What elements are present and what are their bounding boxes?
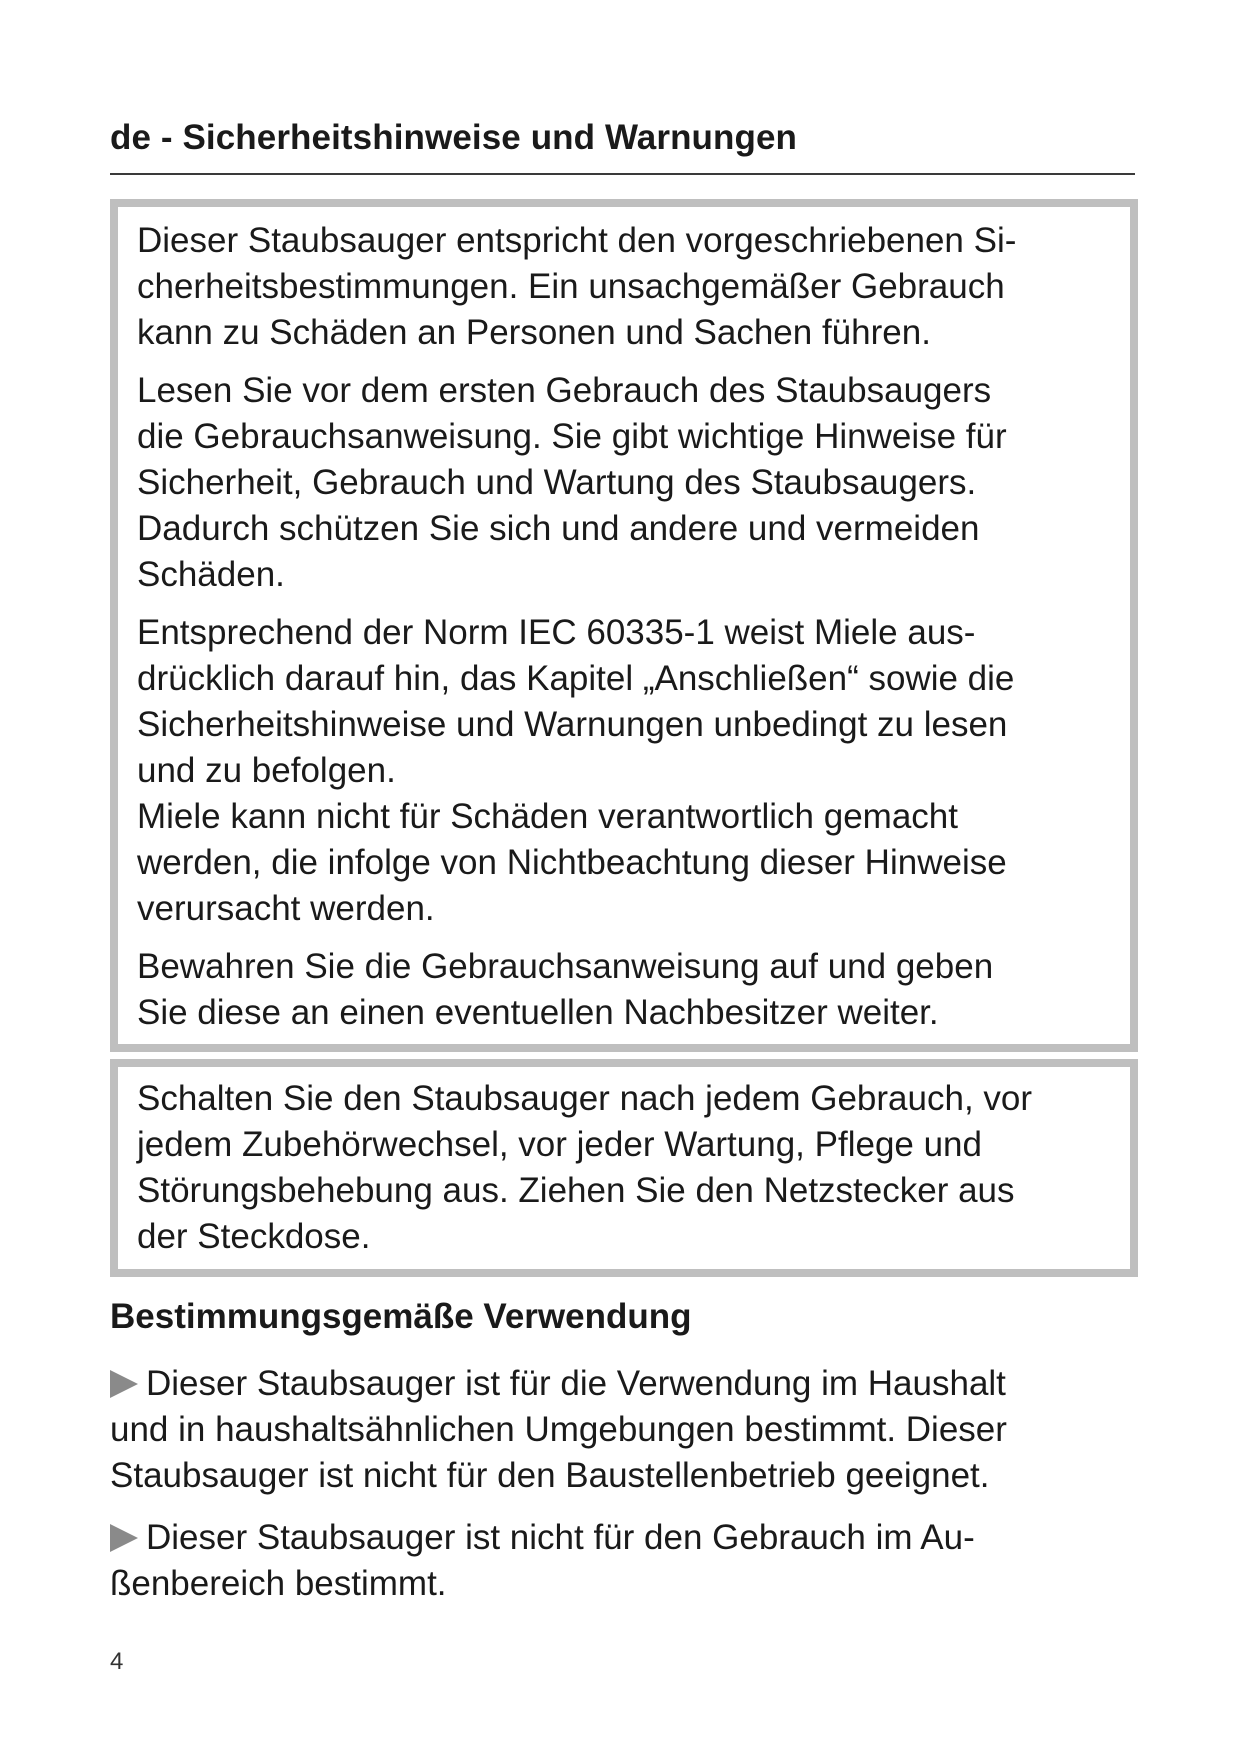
text-line: ßenbereich bestimmt. (110, 1564, 447, 1603)
text-line: Sicherheit, Gebrauch und Wartung des Staubsaugers. (137, 463, 977, 502)
bullet-item (110, 1515, 1135, 1607)
text-line: Schäden. (137, 555, 285, 594)
text-line: verursacht werden. (137, 889, 435, 928)
text-line: Schalten Sie den Staubsauger nach jedem Gebrauch, vor (137, 1079, 1033, 1118)
text-line: Entsprechend der Norm IEC 60335-1 weist Miele aus- (137, 613, 976, 652)
text-line: Störungsbehebung aus. Ziehen Sie den Netzstecker aus (137, 1171, 1015, 1210)
text-line: und in haushaltsähnlichen Umgebungen bestimmt. Dieser (110, 1410, 1007, 1449)
text-line: der Steckdose. (137, 1217, 371, 1256)
text-line: cherheitsbestimmungen. Ein unsachgemäßer Gebrauch (137, 267, 1005, 306)
notice-paragraph-4 (137, 944, 1130, 1036)
text-line: Miele kann nicht für Schäden verantwortlich gemacht (137, 797, 958, 836)
text-line: Dieser Staubsauger entspricht den vorgeschriebenen Si- (137, 221, 1017, 260)
page-number: 4 (110, 1648, 124, 1675)
triangle-right-icon (110, 1524, 138, 1552)
text-line: die Gebrauchsanweisung. Sie gibt wichtige Hinweise für (137, 417, 1007, 456)
triangle-right-icon (110, 1370, 138, 1398)
notice-paragraph-1 (137, 218, 1130, 356)
switch-off-paragraph (137, 1076, 1130, 1260)
switch-off-notice-box (110, 1059, 1138, 1277)
text-line: Bewahren Sie die Gebrauchsanweisung auf und geben (137, 947, 994, 986)
text-line: werden, die infolge von Nichtbeachtung dieser Hinweise (137, 843, 1007, 882)
bullet-item (110, 1361, 1135, 1499)
text-line: jedem Zubehörwechsel, vor jeder Wartung, Pflege und (137, 1125, 982, 1164)
text-line: Lesen Sie vor dem ersten Gebrauch des Staubsaugers (137, 371, 992, 410)
text-line: Sicherheitshinweise und Warnungen unbedingt zu lesen (137, 705, 1008, 744)
page-header-title: de - Sicherheitshinweise und Warnungen (110, 118, 798, 157)
notice-paragraph-3 (137, 610, 1130, 932)
safety-notice-box (110, 199, 1138, 1052)
notice-paragraph-2 (137, 368, 1130, 598)
text-line: Dieser Staubsauger ist für die Verwendung im Haushalt (146, 1364, 1006, 1403)
text-line: und zu befolgen. (137, 751, 396, 790)
text-line: Dadurch schützen Sie sich und andere und vermeiden (137, 509, 980, 548)
text-line: Dieser Staubsauger ist nicht für den Gebrauch im Au- (146, 1518, 975, 1557)
text-line: Staubsauger ist nicht für den Baustellenbetrieb geeignet. (110, 1456, 990, 1495)
header-divider (110, 173, 1135, 175)
section-heading: Bestimmungsgemäße Verwendung (110, 1297, 692, 1336)
text-line: drücklich darauf hin, das Kapitel „Anschließen“ sowie die (137, 659, 1015, 698)
text-line: kann zu Schäden an Personen und Sachen führen. (137, 313, 931, 352)
text-line: Sie diese an einen eventuellen Nachbesitzer weiter. (137, 993, 939, 1032)
